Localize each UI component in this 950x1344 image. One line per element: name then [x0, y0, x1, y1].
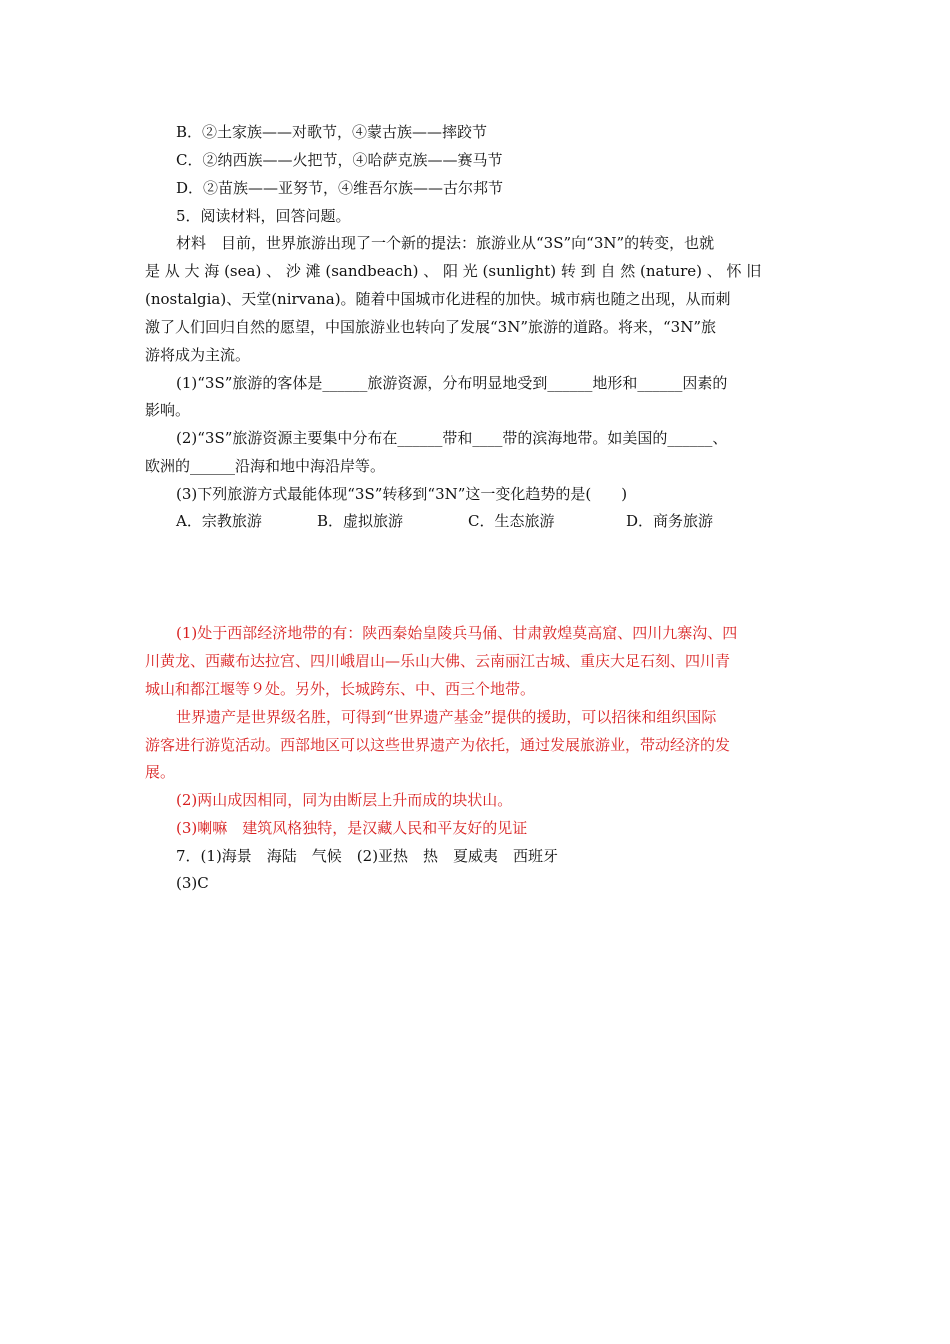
q5-option-d: D．商务旅游 — [626, 512, 714, 530]
q5-sub2-line-1: (2)“3S”旅游资源主要集中分布在______带和____带的滨海地带。如美国的______、 — [176, 429, 728, 447]
q4-option-b: B．②土家族——对歌节，④蒙古族——摔跤节 — [176, 123, 488, 141]
q5-material-line-1: 材料 目前，世界旅游出现了一个新的提法：旅游业从“3S”向“3N”的转变，也就 — [176, 234, 715, 252]
q5-sub1-line-1: (1)“3S”旅游的客体是______旅游资源，分布明显地受到______地形和______因素的 — [176, 374, 728, 392]
q5-options — [176, 511, 810, 531]
answer-1-line-2: 川黄龙、西藏布达拉宫、四川峨眉山—乐山大佛、云南丽江古城、重庆大足石刻、四川青 — [145, 652, 731, 670]
answer-3: (3)喇嘛 建筑风格独特，是汉藏人民和平友好的见证 — [176, 819, 528, 837]
q5-option-c: C．生态旅游 — [468, 512, 555, 530]
q5-material-line-5: 游将成为主流。 — [145, 346, 251, 364]
answer-1b-line-2: 游客进行游览活动。西部地区可以这些世界遗产为依托，通过发展旅游业，带动经济的发 — [145, 736, 731, 754]
q5-material-line-2: 是 从 大 海 (sea) 、 沙 滩 (sandbeach) 、 阳 光 (sunlight) 转 到 自 然 (nature) 、 怀 旧 — [145, 262, 762, 280]
answer-2: (2)两山成因相同，同为由断层上升而成的块状山。 — [176, 791, 513, 809]
q5-option-a: A．宗教旅游 — [176, 512, 262, 530]
q5-sub2-line-2: 欧洲的______沿海和地中海沿岸等。 — [145, 457, 386, 475]
q5-option-b: B．虚拟旅游 — [317, 512, 404, 530]
q4-option-c: C．②纳西族——火把节，④哈萨克族——赛马节 — [176, 151, 503, 169]
answer-7-line-1: 7．(1)海景 海陆 气候 (2)亚热 热 夏威夷 西班牙 — [176, 847, 559, 865]
q5-material-line-3: (nostalgia)、天堂(nirvana)。随着中国城市化进程的加快。城市病也随之出现，从而刺 — [145, 290, 731, 308]
answer-1-line-3: 城山和都江堰等９处。另外，长城跨东、中、西三个地带。 — [145, 680, 536, 698]
q5-sub3: (3)下列旅游方式最能体现“3S”转移到“3N”这一变化趋势的是( ) — [176, 485, 628, 503]
q5-title: 5．阅读材料，回答问题。 — [176, 207, 351, 225]
answer-1b-line-3: 展。 — [145, 763, 176, 781]
q5-material-line-4: 激了人们回归自然的愿望，中国旅游业也转向了发展“3N”旅游的道路。将来，“3N”旅 — [145, 318, 717, 336]
q5-sub1-line-2: 影响。 — [145, 401, 191, 419]
answer-7-line-2: (3)C — [176, 874, 209, 892]
q4-option-d: D．②苗族——亚努节，④维吾尔族——古尔邦节 — [176, 179, 504, 197]
answer-1-line-1: (1)处于西部经济地带的有：陕西秦始皇陵兵马俑、甘肃敦煌莫高窟、四川九寨沟、四 — [176, 624, 738, 642]
answer-1b-line-1: 世界遗产是世界级名胜，可得到“世界遗产基金”提供的援助，可以招徕和组织国际 — [176, 708, 717, 726]
